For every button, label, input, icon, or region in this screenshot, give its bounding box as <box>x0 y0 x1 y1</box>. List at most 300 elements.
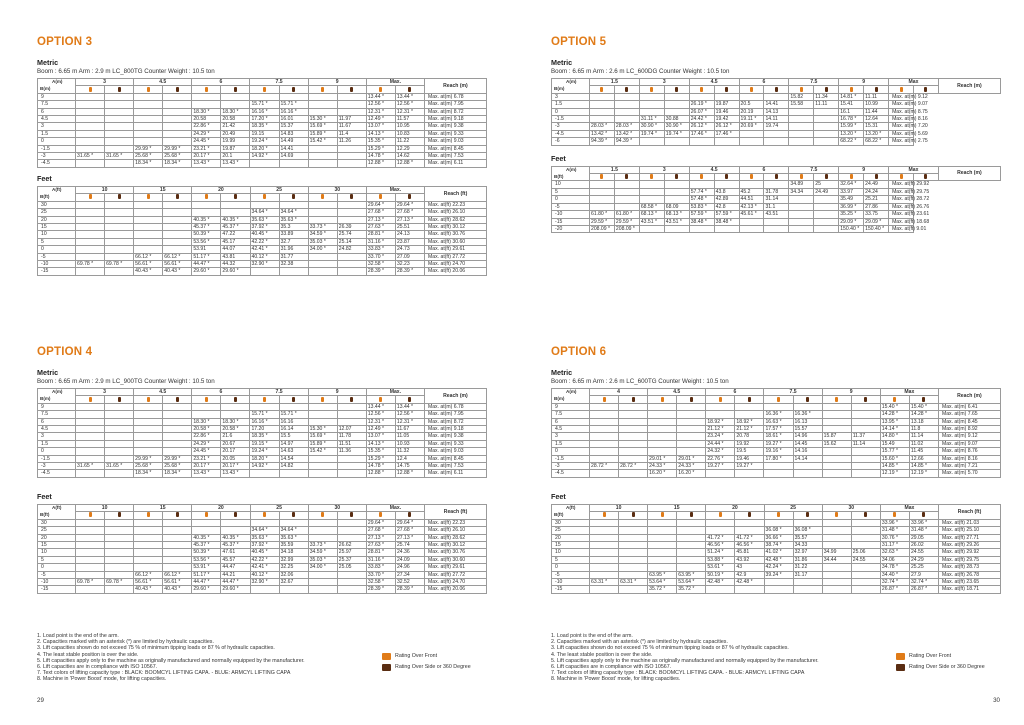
capacity-cell: 27.63 * <box>366 541 395 548</box>
capacity-cell: 20.58 <box>221 116 250 123</box>
capacity-cell: 16.13 <box>793 418 822 425</box>
capacity-cell: 18.92 * <box>735 418 764 425</box>
capacity-cell: 27.13 * <box>395 534 424 541</box>
capacity-cell: 19.46 <box>714 108 739 115</box>
capacity-cell <box>639 101 664 108</box>
column-header: 1.5 <box>590 79 640 86</box>
capacity-cell <box>308 153 337 160</box>
capacity-cell: 28.81 * <box>366 549 395 556</box>
table-row <box>552 196 1001 203</box>
axis-corner-cell <box>552 79 590 94</box>
a-axis-label: A(m) <box>566 389 577 394</box>
capacity-cell <box>76 201 105 208</box>
capacity-cell <box>590 527 619 534</box>
column-header: 3 <box>639 166 689 173</box>
capacity-cell: 19.74 * <box>639 130 664 137</box>
capacity-cell <box>789 116 814 123</box>
rating-icon-cell <box>639 86 664 93</box>
capacity-cell <box>192 411 221 418</box>
footnotes <box>551 633 881 683</box>
row-height-label: -5 <box>38 253 76 260</box>
row-height-label: 5 <box>552 188 590 195</box>
capacity-cell <box>639 108 664 115</box>
capacity-cell: 18.35 * <box>250 433 279 440</box>
capacity-cell <box>105 216 134 223</box>
capacity-cell: 32.90 * <box>250 578 279 585</box>
capacity-cell: 33.83 * <box>366 246 395 253</box>
capacity-cell <box>308 571 337 578</box>
capacity-cell <box>590 196 615 203</box>
crane-front-icon <box>321 87 324 92</box>
capacity-cell <box>105 123 134 130</box>
capacity-cell: 42.41 * <box>250 564 279 571</box>
crane-front-icon <box>661 512 664 517</box>
capacity-cell <box>619 564 648 571</box>
capacity-cell <box>76 138 105 145</box>
capacity-cell: 15.69 * <box>308 433 337 440</box>
capacity-cell <box>134 231 163 238</box>
rating-icon-cell <box>880 512 909 519</box>
table-header-row <box>552 79 1001 86</box>
capacity-cell <box>614 116 639 123</box>
rating-icon-cell <box>913 174 938 181</box>
capacity-cell <box>677 411 706 418</box>
capacity-cell <box>105 238 134 245</box>
crane-front-icon <box>147 512 150 517</box>
capacity-cell: 15.41 <box>839 101 864 108</box>
capacity-cell: 18.30 * <box>221 418 250 425</box>
capacity-cell: 14.41 <box>279 145 308 152</box>
capacity-cell <box>614 101 639 108</box>
capacity-cell <box>789 211 814 218</box>
capacity-cell <box>337 108 366 115</box>
rating-icon-cell <box>619 512 648 519</box>
table-row <box>38 108 487 115</box>
table-row <box>552 527 1001 534</box>
capacity-cell: 12.88 * <box>366 160 395 167</box>
capacity-cell <box>789 123 814 130</box>
capacity-cell: 11.22 <box>395 138 424 145</box>
capacity-cell: 30.90 * <box>664 123 689 130</box>
capacity-cell: 27.34 <box>395 571 424 578</box>
capacity-cell <box>648 519 677 526</box>
capacity-cell <box>793 578 822 585</box>
capacity-cell: 13.42 * <box>590 130 615 137</box>
table-row <box>552 586 1001 593</box>
crane-side-icon <box>896 664 905 671</box>
capacity-cell <box>619 433 648 440</box>
column-header: 20 <box>706 504 764 511</box>
capacity-cell: 12.88 * <box>395 470 424 477</box>
rating-icon-cell <box>105 86 134 93</box>
capacity-cell: 45.61 * <box>739 211 764 218</box>
crane-side-icon <box>725 87 728 92</box>
capacity-cell: 19.27 * <box>764 440 793 447</box>
capacity-cell: 53.91 <box>192 246 221 253</box>
capacity-cell: 18.34 * <box>163 160 192 167</box>
row-height-label: 5 <box>38 238 76 245</box>
capacity-cell <box>814 116 839 123</box>
capacity-cell <box>648 426 677 433</box>
capacity-cell: 36.08 * <box>764 527 793 534</box>
capacity-cell: 33.97 <box>839 188 864 195</box>
table-row <box>38 541 487 548</box>
crane-front-icon <box>850 87 853 92</box>
capacity-cell <box>793 470 822 477</box>
crane-front-icon <box>263 397 266 402</box>
row-height-label: 9 <box>552 403 590 410</box>
rating-icon-row <box>38 194 487 201</box>
capacity-cell <box>105 586 134 593</box>
capacity-cell <box>739 218 764 225</box>
capacity-cell <box>134 246 163 253</box>
capacity-cell <box>619 403 648 410</box>
rating-icon-row <box>552 86 1001 93</box>
rating-icon-cell <box>839 86 864 93</box>
crane-side-icon <box>632 397 635 402</box>
capacity-cell <box>163 418 192 425</box>
capacity-cell: 14.85 * <box>909 463 938 470</box>
capacity-cell: 31.48 * <box>909 527 938 534</box>
capacity-cell <box>105 527 134 534</box>
capacity-cell <box>337 253 366 260</box>
crane-front-icon <box>719 397 722 402</box>
column-header: 4.5 <box>134 79 192 86</box>
capacity-cell: 15.57 <box>793 426 822 433</box>
crane-side-icon <box>748 397 751 402</box>
capacity-cell: 33.73 * <box>308 541 337 548</box>
rating-icon-cell <box>664 174 689 181</box>
capacity-cell <box>648 403 677 410</box>
capacity-cell: 94.39 * <box>590 138 615 145</box>
row-height-label: -4.5 <box>552 130 590 137</box>
reach-cell: Max. at(m) 8.16 <box>938 455 1000 462</box>
crane-side-icon <box>675 87 678 92</box>
capacity-cell: 12.49 * <box>366 426 395 433</box>
capacity-cell <box>822 541 851 548</box>
rating-icon-cell <box>614 174 639 181</box>
capacity-cell <box>648 433 677 440</box>
reach-cell: Max. at(m) 6.11 <box>424 160 486 167</box>
capacity-cell: 21.12 * <box>706 426 735 433</box>
capacity-cell: 13.44 * <box>395 403 424 410</box>
capacity-cell: 29.64 * <box>395 519 424 526</box>
capacity-cell: 24.55 <box>909 549 938 556</box>
capacity-cell: 29.64 * <box>366 519 395 526</box>
capacity-cell: 53.61 * <box>706 564 735 571</box>
capacity-cell: 28.39 * <box>395 268 424 275</box>
capacity-cell <box>337 470 366 477</box>
capacity-cell: 14.78 * <box>366 463 395 470</box>
capacity-cell <box>851 578 880 585</box>
capacity-cell: 42.9 <box>735 571 764 578</box>
legend-front-label: Rating Over Front <box>909 653 952 660</box>
capacity-cell <box>105 541 134 548</box>
a-axis-label: A(ft) <box>52 186 62 192</box>
table-row <box>38 130 487 137</box>
capacity-cell <box>851 534 880 541</box>
capacity-cell <box>250 519 279 526</box>
rating-icon-cell <box>822 512 851 519</box>
capacity-cell: 25.51 <box>395 223 424 230</box>
row-height-label: 10 <box>552 549 590 556</box>
rating-icon-cell <box>105 194 134 201</box>
capacity-cell: 28.81 * <box>366 231 395 238</box>
reach-cell: Max. at(ft) 25.10 <box>939 527 1001 534</box>
capacity-cell <box>689 225 714 232</box>
metric-subtitle: Metric <box>551 58 573 67</box>
capacity-cell <box>105 138 134 145</box>
capacity-cell: 15.29 * <box>366 145 395 152</box>
axis-corner-cell <box>38 504 76 519</box>
reach-cell: Max. at(m) 9.38 <box>424 433 486 440</box>
capacity-cell: 18.20 * <box>250 145 279 152</box>
capacity-cell: 19.27 * <box>735 463 764 470</box>
capacity-cell <box>590 440 619 447</box>
row-height-label: -4.5 <box>38 160 76 167</box>
capacity-cell: 13.43 * <box>192 160 221 167</box>
capacity-cell: 20.58 <box>192 116 221 123</box>
machine-info: Boom : 6.65 m Arm : 2.6 m LC_600TG Counter Weight : 10.5 ton <box>551 378 729 385</box>
capacity-cell: 11.44 <box>864 108 889 115</box>
capacity-cell: 15.42 * <box>308 138 337 145</box>
capacity-cell: 26.87 * <box>909 586 938 593</box>
capacity-cell <box>639 93 664 100</box>
rating-icon-cell <box>735 396 764 403</box>
capacity-cell <box>76 586 105 593</box>
reach-cell: Max. at(ft) 20.06 <box>425 268 487 275</box>
capacity-cell <box>163 130 192 137</box>
crane-side-icon <box>864 512 867 517</box>
crane-side-icon <box>350 194 353 199</box>
capacity-cell <box>163 209 192 216</box>
crane-front-icon <box>379 512 382 517</box>
capacity-cell: 24.09 <box>395 556 424 563</box>
capacity-cell <box>822 403 851 410</box>
capacity-cell <box>639 188 664 195</box>
capacity-cell <box>337 260 366 267</box>
capacity-cell: 12.19 * <box>880 470 909 477</box>
note: 7. Text colors of lifting capacity type : BLACK: BOOMCYL LIFTING CAPA. - BLUE: ARMCYL LIFTING CAPA <box>551 670 805 677</box>
capacity-cell: 18.30 * <box>221 108 250 115</box>
capacity-cell: 15.82 <box>789 93 814 100</box>
capacity-cell: 16.16 * <box>250 108 279 115</box>
capacity-cell: 11.32 <box>395 448 424 455</box>
column-header: 9 <box>308 79 366 86</box>
crane-front-icon <box>750 174 753 179</box>
table-row <box>38 231 487 238</box>
capacity-cell: 50.39 * <box>192 231 221 238</box>
capacity-cell <box>250 268 279 275</box>
capacity-cell: 14.80 * <box>880 433 909 440</box>
rating-icon-cell <box>889 174 914 181</box>
crane-front-icon <box>893 512 896 517</box>
capacity-cell <box>619 426 648 433</box>
capacity-cell <box>163 411 192 418</box>
table-header-row <box>552 389 1001 396</box>
column-header: 7.5 <box>764 389 822 396</box>
rating-icon-cell <box>822 396 851 403</box>
capacity-cell <box>822 586 851 593</box>
row-height-label: 20 <box>552 534 590 541</box>
capacity-cell: 66.12 * <box>163 571 192 578</box>
capacity-cell: 22.86 * <box>192 433 221 440</box>
row-height-label: 15 <box>552 541 590 548</box>
crane-side-icon <box>176 87 179 92</box>
column-header: 3 <box>76 79 134 86</box>
capacity-cell: 34.40 * <box>880 571 909 578</box>
reach-cell: Max. at(ft) 30.12 <box>425 223 487 230</box>
capacity-cell: 43.81 <box>221 253 250 260</box>
capacity-cell <box>590 108 615 115</box>
capacity-cell <box>590 571 619 578</box>
capacity-cell <box>105 564 134 571</box>
rating-icon-row <box>38 396 487 403</box>
row-height-label: -20 <box>552 225 590 232</box>
capacity-cell <box>619 556 648 563</box>
capacity-cell: 14.28 * <box>909 411 938 418</box>
capacity-cell <box>735 411 764 418</box>
capacity-cell: 27.68 * <box>395 209 424 216</box>
capacity-cell: 45.81 <box>735 549 764 556</box>
capacity-cell <box>221 93 250 100</box>
capacity-cell: 12.56 * <box>395 411 424 418</box>
row-height-label: 25 <box>38 209 76 216</box>
capacity-cell <box>163 534 192 541</box>
capacity-cell: 17.20 <box>250 426 279 433</box>
capacity-cell: 11.67 <box>395 426 424 433</box>
capacity-cell <box>677 541 706 548</box>
capacity-cell: 29.60 * <box>192 268 221 275</box>
capacity-cell: 38.74 * <box>764 541 793 548</box>
capacity-cell: 14.92 * <box>250 153 279 160</box>
column-header: 3 <box>76 389 134 396</box>
capacity-cell: 27.68 * <box>395 527 424 534</box>
capacity-cell: 29.59 * <box>614 218 639 225</box>
rating-icon-cell <box>163 194 192 201</box>
capacity-cell <box>822 578 851 585</box>
capacity-cell: 42.48 * <box>735 578 764 585</box>
capacity-cell: 16.20 * <box>677 470 706 477</box>
capacity-cell: 208.09 * <box>590 225 615 232</box>
rating-icon-cell <box>889 86 914 93</box>
capacity-cell <box>134 130 163 137</box>
capacity-cell <box>677 440 706 447</box>
capacity-cell <box>677 448 706 455</box>
capacity-cell: 13.44 * <box>366 93 395 100</box>
capacity-cell: 19.24 * <box>250 138 279 145</box>
crane-side-icon <box>675 174 678 179</box>
capacity-cell <box>192 201 221 208</box>
rating-icon-cell <box>76 512 105 519</box>
capacity-cell: 38.48 * <box>714 218 739 225</box>
capacity-cell <box>739 225 764 232</box>
reach-cell: Max. at(ft) 29.61 <box>425 564 487 571</box>
table-row <box>38 403 487 410</box>
capacity-cell <box>590 181 615 188</box>
capacity-cell: 24.45 * <box>192 448 221 455</box>
table-row <box>38 201 487 208</box>
capacity-cell: 12.88 * <box>395 160 424 167</box>
capacity-cell: 18.34 * <box>134 160 163 167</box>
capacity-cell <box>590 549 619 556</box>
capacity-cell: 11.78 <box>337 433 366 440</box>
capacity-cell <box>590 534 619 541</box>
row-height-label: 30 <box>38 519 76 526</box>
capacity-cell <box>134 101 163 108</box>
crane-side-icon <box>806 397 809 402</box>
column-header: 9 <box>839 166 889 173</box>
capacity-cell <box>619 440 648 447</box>
rating-icon-cell <box>689 86 714 93</box>
row-height-label: 0 <box>38 246 76 253</box>
capacity-cell: 25.97 <box>337 549 366 556</box>
capacity-cell <box>163 527 192 534</box>
capacity-cell <box>689 93 714 100</box>
table-header-row <box>38 186 487 193</box>
capacity-cell <box>221 519 250 526</box>
capacity-cell: 56.61 * <box>163 578 192 585</box>
feet-table <box>37 504 487 594</box>
capacity-cell: 42.22 * <box>250 238 279 245</box>
capacity-cell: 150.40 * <box>864 225 889 232</box>
capacity-cell <box>677 418 706 425</box>
table-row <box>38 571 487 578</box>
capacity-cell: 19.74 <box>764 123 789 130</box>
capacity-cell: 25.05 <box>337 564 366 571</box>
rating-icon-cell <box>134 512 163 519</box>
reach-cell: Max. at(ft) 24.70 <box>425 260 487 267</box>
rating-icon-cell <box>337 512 366 519</box>
capacity-cell <box>76 426 105 433</box>
capacity-cell: 28.72 * <box>590 463 619 470</box>
column-header: 10 <box>76 504 134 511</box>
rating-icon-cell <box>789 86 814 93</box>
capacity-cell: 11.36 <box>337 448 366 455</box>
column-header: Max. <box>366 389 424 396</box>
capacity-cell <box>619 534 648 541</box>
capacity-cell <box>706 403 735 410</box>
capacity-cell: 46.56 * <box>735 541 764 548</box>
crane-side-icon <box>775 174 778 179</box>
capacity-cell: 27.13 * <box>395 216 424 223</box>
capacity-cell <box>308 93 337 100</box>
capacity-cell: 44.47 * <box>221 578 250 585</box>
capacity-cell: 29.60 * <box>221 586 250 593</box>
rating-icon-cell <box>590 512 619 519</box>
capacity-cell: 32.58 * <box>366 260 395 267</box>
capacity-cell: 14.96 <box>793 433 822 440</box>
capacity-cell <box>76 433 105 440</box>
reach-cell: Max. at(ft) 18.68 <box>889 218 914 225</box>
capacity-cell: 34.78 * <box>880 564 909 571</box>
row-height-label: 9 <box>38 93 76 100</box>
capacity-cell: 11.14 <box>909 433 938 440</box>
capacity-cell <box>735 403 764 410</box>
capacity-cell <box>134 108 163 115</box>
capacity-cell <box>105 201 134 208</box>
capacity-cell: 66.12 * <box>134 571 163 578</box>
crane-front-icon <box>89 512 92 517</box>
capacity-cell <box>163 549 192 556</box>
column-header: 20 <box>192 186 250 193</box>
metric-table <box>551 388 1001 478</box>
capacity-cell <box>134 116 163 123</box>
capacity-cell <box>250 403 279 410</box>
rating-icon-cell <box>76 194 105 201</box>
table-row <box>552 564 1001 571</box>
capacity-cell: 13.20 * <box>839 130 864 137</box>
